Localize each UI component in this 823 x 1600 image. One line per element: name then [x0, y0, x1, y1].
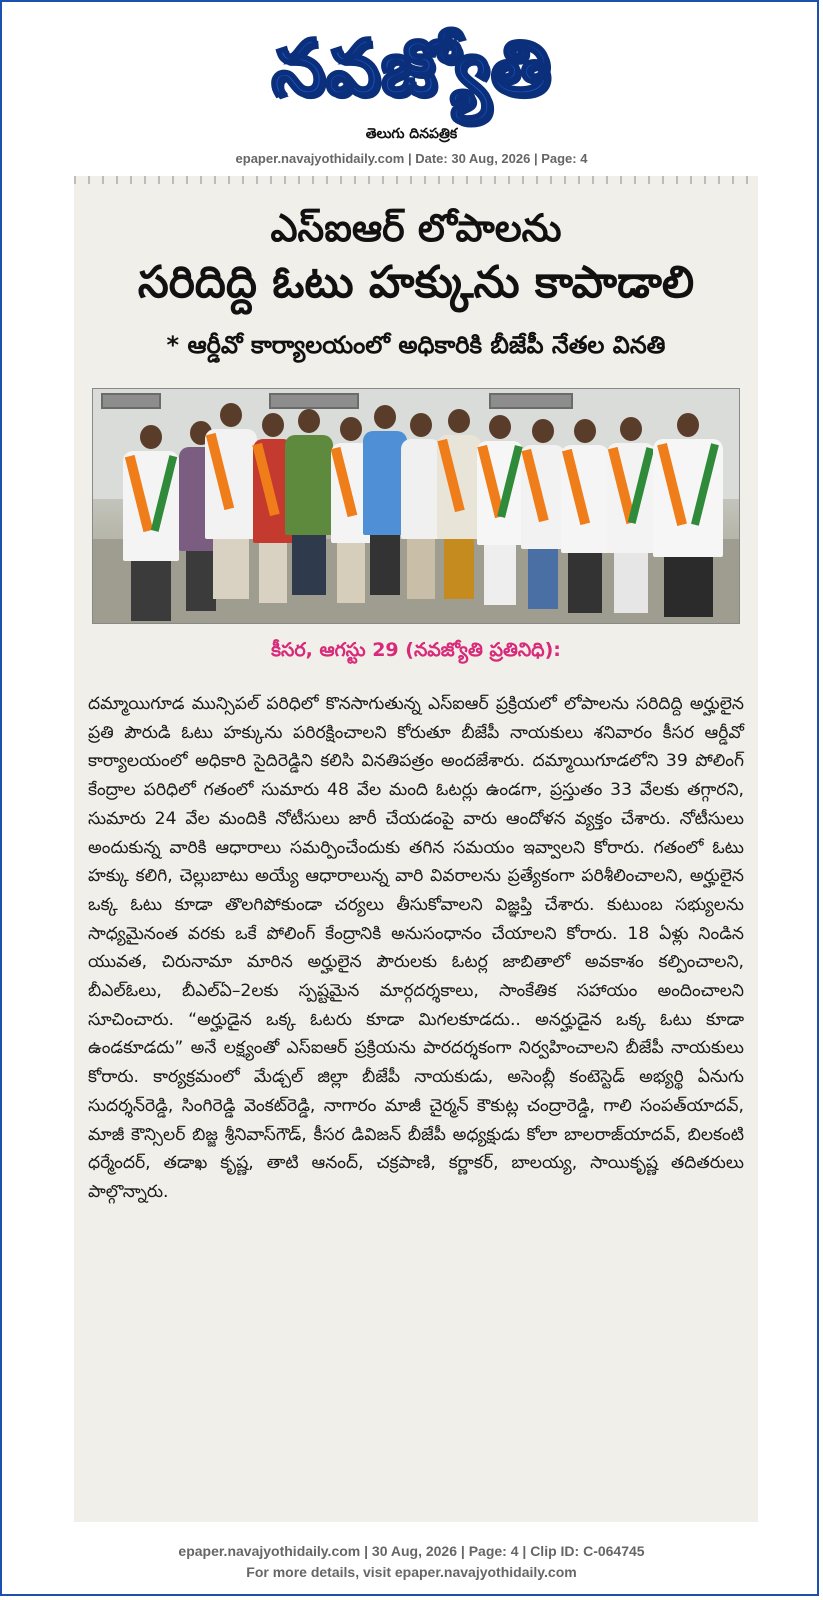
- photo-person: [521, 445, 565, 549]
- photo-person: [205, 429, 257, 539]
- article-photo: [92, 388, 740, 624]
- masthead-tagline: తెలుగు దినపత్రిక: [365, 126, 458, 142]
- article-body: దమ్మాయిగూడ మున్సిపల్ పరిధిలో కొనసాగుతున్న ఎస్ఐఆర్ ప్రక్రియలో లోపాలను సరిదిద్ది అర్హులైన ప్రతి పౌరుడి ఓటు హక్కును పరిరక్షించాలని కోరుతూ బీజేపీ నాయకులు శనివారం కీసర ఆర్డీవో కార్యాలయంలో అధికారి సైదిరెడ్డిని కలిసి వినతిపత్రం అందజేశారు. దమ్మాయిగూడలోని 39 పోలింగ్ కేంద్రాల పరిధిలో గతంలో సుమారు 48 వేల మంది ఓటర్లు ఉండగా, ప్రస్తుతం 33 వేలకు తగ్గారని, సుమారు 24 వేల మందికి నోటీసులు జారీ చేయడంపై వారు ఆందోళన వ్యక్తం చేశారు. నోటీసులు అందుకున్న వారికి ఆధారాలు సమర్పించేందుకు తగిన సమయం ఇవ్వాలని కోరారు. గతంలో ఓటు హక్కు కలిగి, చెల్లుబాటు అయ్యే ఆధారాలున్న వారి వివరాలను ప్రత్యేకంగా పరిశీలించాలని, అర్హులైన ఒక్క ఓటు కూడా తొలగిపోకుండా చర్యలు తీసుకోవాలని విజ్ఞప్తి చేశారు. కుటుంబ సభ్యులను సాధ్యమైనంత వరకు ఒకే పోలింగ్ కేంద్రానికి అనుసంధానం చేయాలని కోరారు. 18 ఏళ్లు నిండిన యువత, చిరునామా మారిన అర్హులైన పౌరులకు ఓటర్ల జాబితాలో అవకాశం కల్పించాలని, బీఎల్ఓలు, బీఎల్ఏ–2లకు స్పష్టమైన మార్గదర్శకాలు, సాంకేతిక సహాయం అందించాలని సూచించారు. “అర్హుడైన ఒక్క ఓటరు కూడా మిగలకూడదు.. అనర్హుడైన ఒక్క ఓటు కూడా ఉండకూడదు” అనే లక్ష్యంతో ఎస్ఐఆర్ ప్రక్రియను పారదర్శకంగా నిర్వహించాలని బీజేపీ నాయకులు కోరారు. కార్యక్రమంలో మేడ్చల్ జిల్లా బీజేపీ నాయకుడు, అసెంబ్లీ కంటెస్టెడ్ అభ్యర్థి ఏనుగు సుదర్శన్‌రెడ్డి, సింగిరెడ్డి వెంకట్‌రెడ్డి, నాగారం మాజీ చైర్మన్ కౌకుట్ల చంద్రారెడ్డి, గాలి సంపత్‌యాదవ్, మాజీ కౌన్సిలర్ బిజ్జ శ్రీనివాస్‌గౌడ్, కీసర డివిజన్ బీజేపీ అధ్యక్షుడు కోలా బాలరాజ్‌యాదవ్, బిలకంటి ధర్మేందర్, తడాఖ కృష్ణ, తాటి ఆనంద్, చక్రపాణి, కర్ణాకర్, బాలయ్య, సాయికృష్ణ తదితరులు పాల్గొన్నారు.: [88, 694, 744, 1202]
- photo-person: [401, 439, 441, 539]
- footer-clip-info: epaper.navajyothidaily.com | 30 Aug, 2026 | Page: 4 | Clip ID: C-064745: [178, 1543, 645, 1559]
- photo-person: [477, 441, 523, 545]
- photo-person: [653, 439, 723, 557]
- photo-window: [269, 393, 359, 409]
- photo-person: [607, 443, 655, 553]
- footer-link[interactable]: For more details, visit epaper.navajyothidaily.com: [246, 1564, 577, 1580]
- headline-line-1: ఎస్ఐఆర్ లోపాలను: [270, 206, 562, 250]
- photo-window: [101, 393, 161, 409]
- newspaper-logo: నవజ్యోతి: [271, 23, 552, 112]
- photo-person: [285, 435, 333, 535]
- photo-window: [489, 393, 573, 409]
- photo-person: [561, 445, 609, 553]
- torn-edge: [74, 176, 758, 184]
- photo-person: [437, 435, 481, 539]
- subheadline: * ఆర్డీవో కార్యాలయంలో అధికారికి బీజేపీ నేతల వినతి: [166, 331, 666, 359]
- source-line: epaper.navajyothidaily.com | Date: 30 Aug, 2026 | Page: 4: [235, 151, 588, 166]
- article-clipping: [74, 176, 758, 1522]
- headline-line-2: సరిదిద్ది ఓటు హక్కును కాపాడాలి: [137, 257, 695, 308]
- dateline: కీసర, ఆగస్టు 29 (నవజ్యోతి ప్రతినిధి):: [271, 639, 561, 661]
- masthead: [0, 18, 823, 118]
- photo-person: [123, 451, 179, 561]
